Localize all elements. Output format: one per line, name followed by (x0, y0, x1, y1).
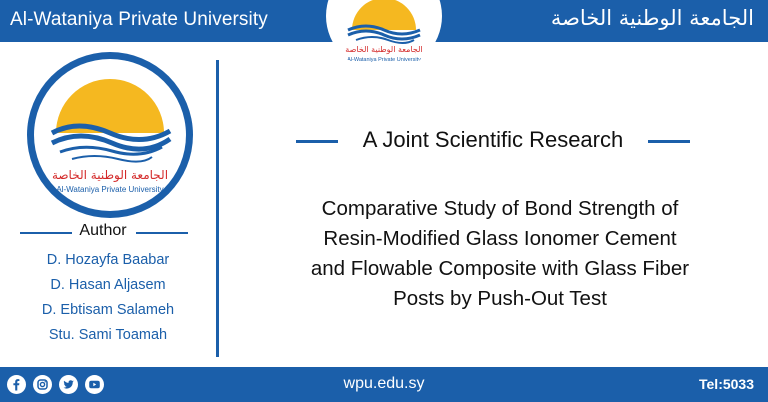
telephone-number: Tel:5033 (699, 376, 754, 392)
university-logo (27, 52, 193, 218)
header-logo-badge (326, 0, 442, 72)
author-name: D. Ebtisam Salameh (41, 302, 175, 318)
research-line-right (648, 140, 690, 143)
research-title (250, 194, 750, 314)
university-logo-large-icon (34, 59, 186, 211)
vertical-divider (216, 60, 219, 357)
small-logo-name-ar: الجامعة الوطنية الخاصة (345, 45, 423, 54)
website-link[interactable]: wpu.edu.sy (343, 375, 425, 392)
research-title-line: and Flowable Composite with Glass Fiber (310, 257, 690, 280)
author-name: D. Hasan Aljasem (50, 277, 166, 293)
research-title-line: Comparative Study of Bond Strength of (321, 197, 679, 220)
author-heading-row (18, 222, 188, 242)
research-title-line: Resin-Modified Glass Ionomer Cement (323, 227, 677, 250)
header-university-name-ar: الجامعة الوطنية الخاصة (550, 6, 754, 30)
header-university-name-en: Al-Wataniya Private University (10, 9, 268, 30)
author-name: Stu. Sami Toamah (48, 327, 168, 343)
research-label: A Joint Scientific Research (362, 127, 624, 152)
large-logo-name-ar: الجامعة الوطنية الخاصة (51, 168, 169, 182)
small-logo-name-en: Al-Wataniya Private University (347, 57, 421, 63)
author-list (18, 250, 198, 350)
university-logo-small-icon (326, 0, 442, 72)
author-line-right (136, 232, 188, 234)
footer-bar (0, 367, 768, 402)
author-heading: Author (79, 222, 127, 239)
author-name: D. Hozayfa Baabar (46, 252, 170, 268)
large-logo-name-en: Al-Wataniya Private University (56, 185, 164, 194)
research-title-line: Posts by Push-Out Test (393, 287, 607, 310)
research-label-row (296, 126, 690, 156)
